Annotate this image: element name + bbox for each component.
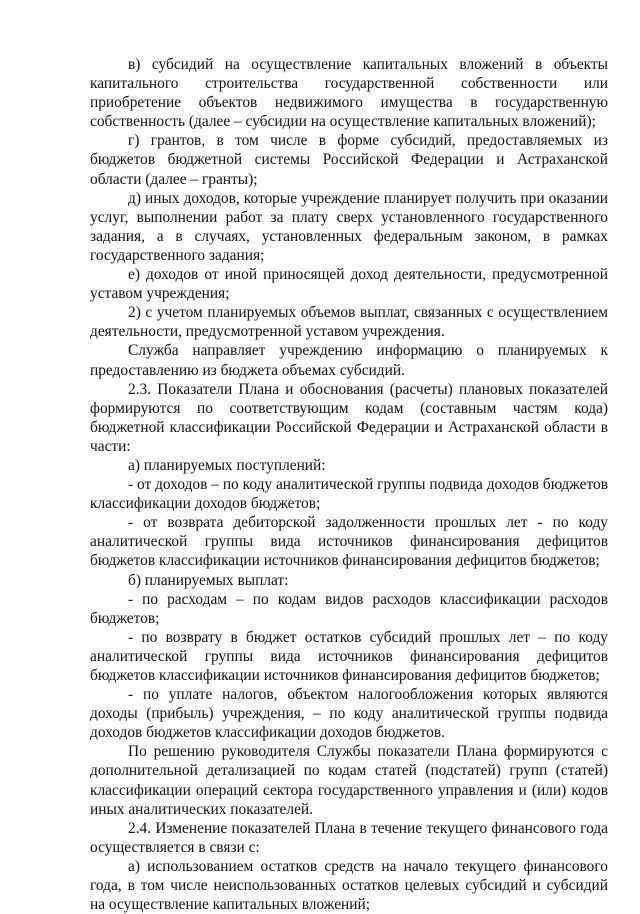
paragraph-section-2-3: 2.3. Показатели Плана и обоснования (расчеты) плановых показателей формируются по соответствующим кодам (составным частям кода) бюджетной классификации Российской Федерации и Астраханской области в части:: [90, 380, 608, 455]
paragraph-planned-receipts: а) планируемых поступлений:: [128, 456, 326, 474]
document-body: [90, 55, 608, 914]
paragraph-remaining-funds: а) использованием остатков средств на начало текущего финансового года, в том числе неиспользованных остатков целевых субсидий и субсидий на осуществление капитальных вложений;: [90, 857, 608, 914]
paragraph-other-income: д) иных доходов, которые учреждение планирует получить при оказании услуг, выполнении работ за плату сверх установленного государственного задания, а в случаях, установленных федеральным законом, в рамках государственного задания;: [90, 189, 608, 264]
paragraph-planned-payments: 2) с учетом планируемых объемов выплат, связанных с осуществлением деятельности, предусмотренной уставом учреждения.: [90, 304, 608, 341]
paragraph-head-decision: По решению руководителя Службы показатели Плана формируются с дополнительной детализацией по кодам статей (подстатей) групп (статей) классификации операций сектора государственного управления и (или) кодов иных аналитических показателей.: [90, 743, 608, 818]
paragraph-service-info: Служба направляет учреждению информацию о планируемых к предоставлению из бюджета объемах субсидий.: [90, 342, 608, 379]
paragraph-planned-expenditures: б) планируемых выплат:: [128, 571, 289, 589]
list-item-taxes: - по уплате налогов, объектом налогообложения которых являются доходы (прибыль) учреждения, – по коду аналитической группы подвида доходов бюджетов классификации доходов бюджетов.: [90, 686, 608, 742]
paragraph-subsidies-capital: в) субсидий на осуществление капитальных вложений в объекты капитального строительства государственной собственности или приобретение объектов недвижимого имущества в государственную собственность (далее – субсидии на осуществление капитальных вложений);: [90, 56, 608, 131]
list-item-receivables-return: - от возврата дебиторской задолженности прошлых лет - по коду аналитической группы вида источников финансирования дефицитов бюджетов классификации источников финансирования дефицитов бюджетов;: [90, 514, 608, 570]
list-item-expenses: - по расходам – по кодам видов расходов классификации расходов бюджетов;: [90, 590, 608, 627]
list-item-income: - от доходов – по коду аналитической группы подвида доходов бюджетов классификации доходов бюджетов;: [90, 476, 608, 513]
list-item-subsidy-return: - по возврату в бюджет остатков субсидий прошлых лет – по коду аналитической группы вида источников финансирования дефицитов бюджетов классификации источников финансирования дефицитов бюджетов;: [90, 628, 608, 684]
paragraph-grants: г) грантов, в том числе в форме субсидий, предоставляемых из бюджетов бюджетной системы Российской Федерации и Астраханской области (далее – гранты);: [90, 132, 608, 188]
paragraph-other-activity-income: е) доходов от иной приносящей доход деятельности, предусмотренной уставом учреждения;: [90, 266, 608, 303]
paragraph-section-2-4: 2.4. Изменение показателей Плана в течение текущего финансового года осуществляется в связи с:: [90, 819, 608, 856]
